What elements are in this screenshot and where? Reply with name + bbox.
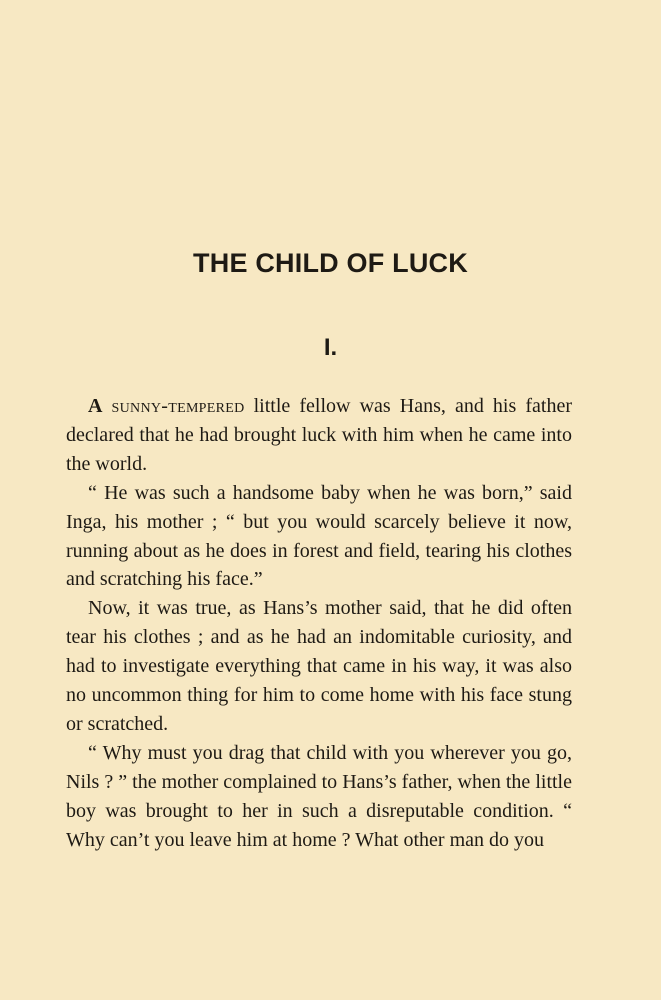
lead-word: A <box>88 395 103 417</box>
paragraph-1-text: little fellow was Hans, and his father declared that he had brought luck with him when he came into the world. <box>66 395 572 475</box>
chapter-number: I. <box>323 334 338 361</box>
story-title: THE CHILD OF LUCK <box>193 248 468 278</box>
lead-smallcaps: sunny-tempered <box>111 395 245 417</box>
paragraph-3: Now, it was true, as Hans’s mother said, that he did often tear his clothes ; and as he had an indomitable curiosity, and had to investigate everything that came in his way, it was also no uncommon thing for him to come home with his face stung or scratched. <box>66 597 572 735</box>
paragraph-1 <box>66 392 572 479</box>
body-text <box>66 392 572 855</box>
paragraph-4: “ Why must you drag that child with you wherever you go, Nils ? ” the mother complained to Hans’s father, when the little boy was brought to her in such a disreputable condition. “ Why can’t you leave him at home ? What other man do you <box>66 741 572 851</box>
paragraph-2: “ He was such a handsome baby when he was born,” said Inga, his mother ; “ but you would scarcely believe it now, running about as he does in forest and field, tearing his clothes and scratching his face.” <box>66 481 572 591</box>
